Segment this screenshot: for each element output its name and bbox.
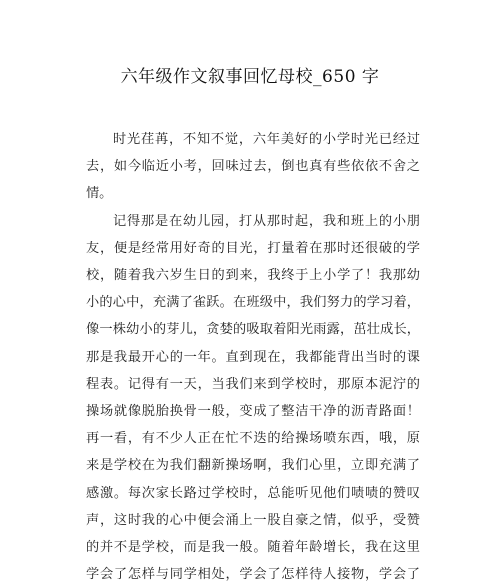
text-line: 情。 — [86, 186, 113, 202]
text-line: 校，随着我六岁生日的到来，我终于上小学了！我那幼 — [86, 268, 420, 284]
text-line: 友，便是经常用好奇的目光，打量着在那时还很破的学 — [86, 240, 420, 256]
text-line: 来是学校在为我们翻新操场啊，我们心里，立即充满了 — [86, 458, 420, 474]
document-title: 六年级作文叙事回忆母校_650 字 — [120, 67, 380, 87]
text-line: 时光荏苒，不知不觉，六年美好的小学时光已经过 — [113, 132, 420, 147]
text-line: 像一株幼小的芽儿，贪婪的吸取着阳光雨露，茁壮成长， — [86, 322, 420, 338]
text-line: 程表。记得有一天，当我们来到学校时，那原本泥泞的 — [86, 376, 420, 392]
text-line: 声，这时我的心中便会涌上一股自豪之情，似乎，受赞 — [86, 512, 420, 528]
text-line: 那是我最开心的一年。直到现在，我都能背出当时的课 — [86, 349, 420, 365]
text-line: 小的心中，充满了雀跃。在班级中，我们努力的学习着， — [86, 295, 420, 311]
text-line: 感激。每次家长路过学校时，总能听见他们啧啧的赞叹 — [86, 485, 420, 501]
text-line: 操场就像脱胎换骨一般，变成了整洁干净的沥青路面！ — [86, 404, 420, 420]
text-line: 再一看，有不少人正在忙不迭的给操场喷东西，哦，原 — [86, 431, 420, 447]
text-line: 的并不是学校，而是我一般。随着年龄增长，我在这里 — [86, 540, 420, 556]
document-body — [86, 126, 420, 588]
text-line: 去，如今临近小考，回味过去，倒也真有些依依不舍之 — [86, 159, 420, 175]
text-line: 学会了怎样与同学相处，学会了怎样待人接物，学会了 — [86, 567, 420, 583]
text-line: 记得那是在幼儿园，打从那时起，我和班上的小朋 — [113, 213, 420, 229]
